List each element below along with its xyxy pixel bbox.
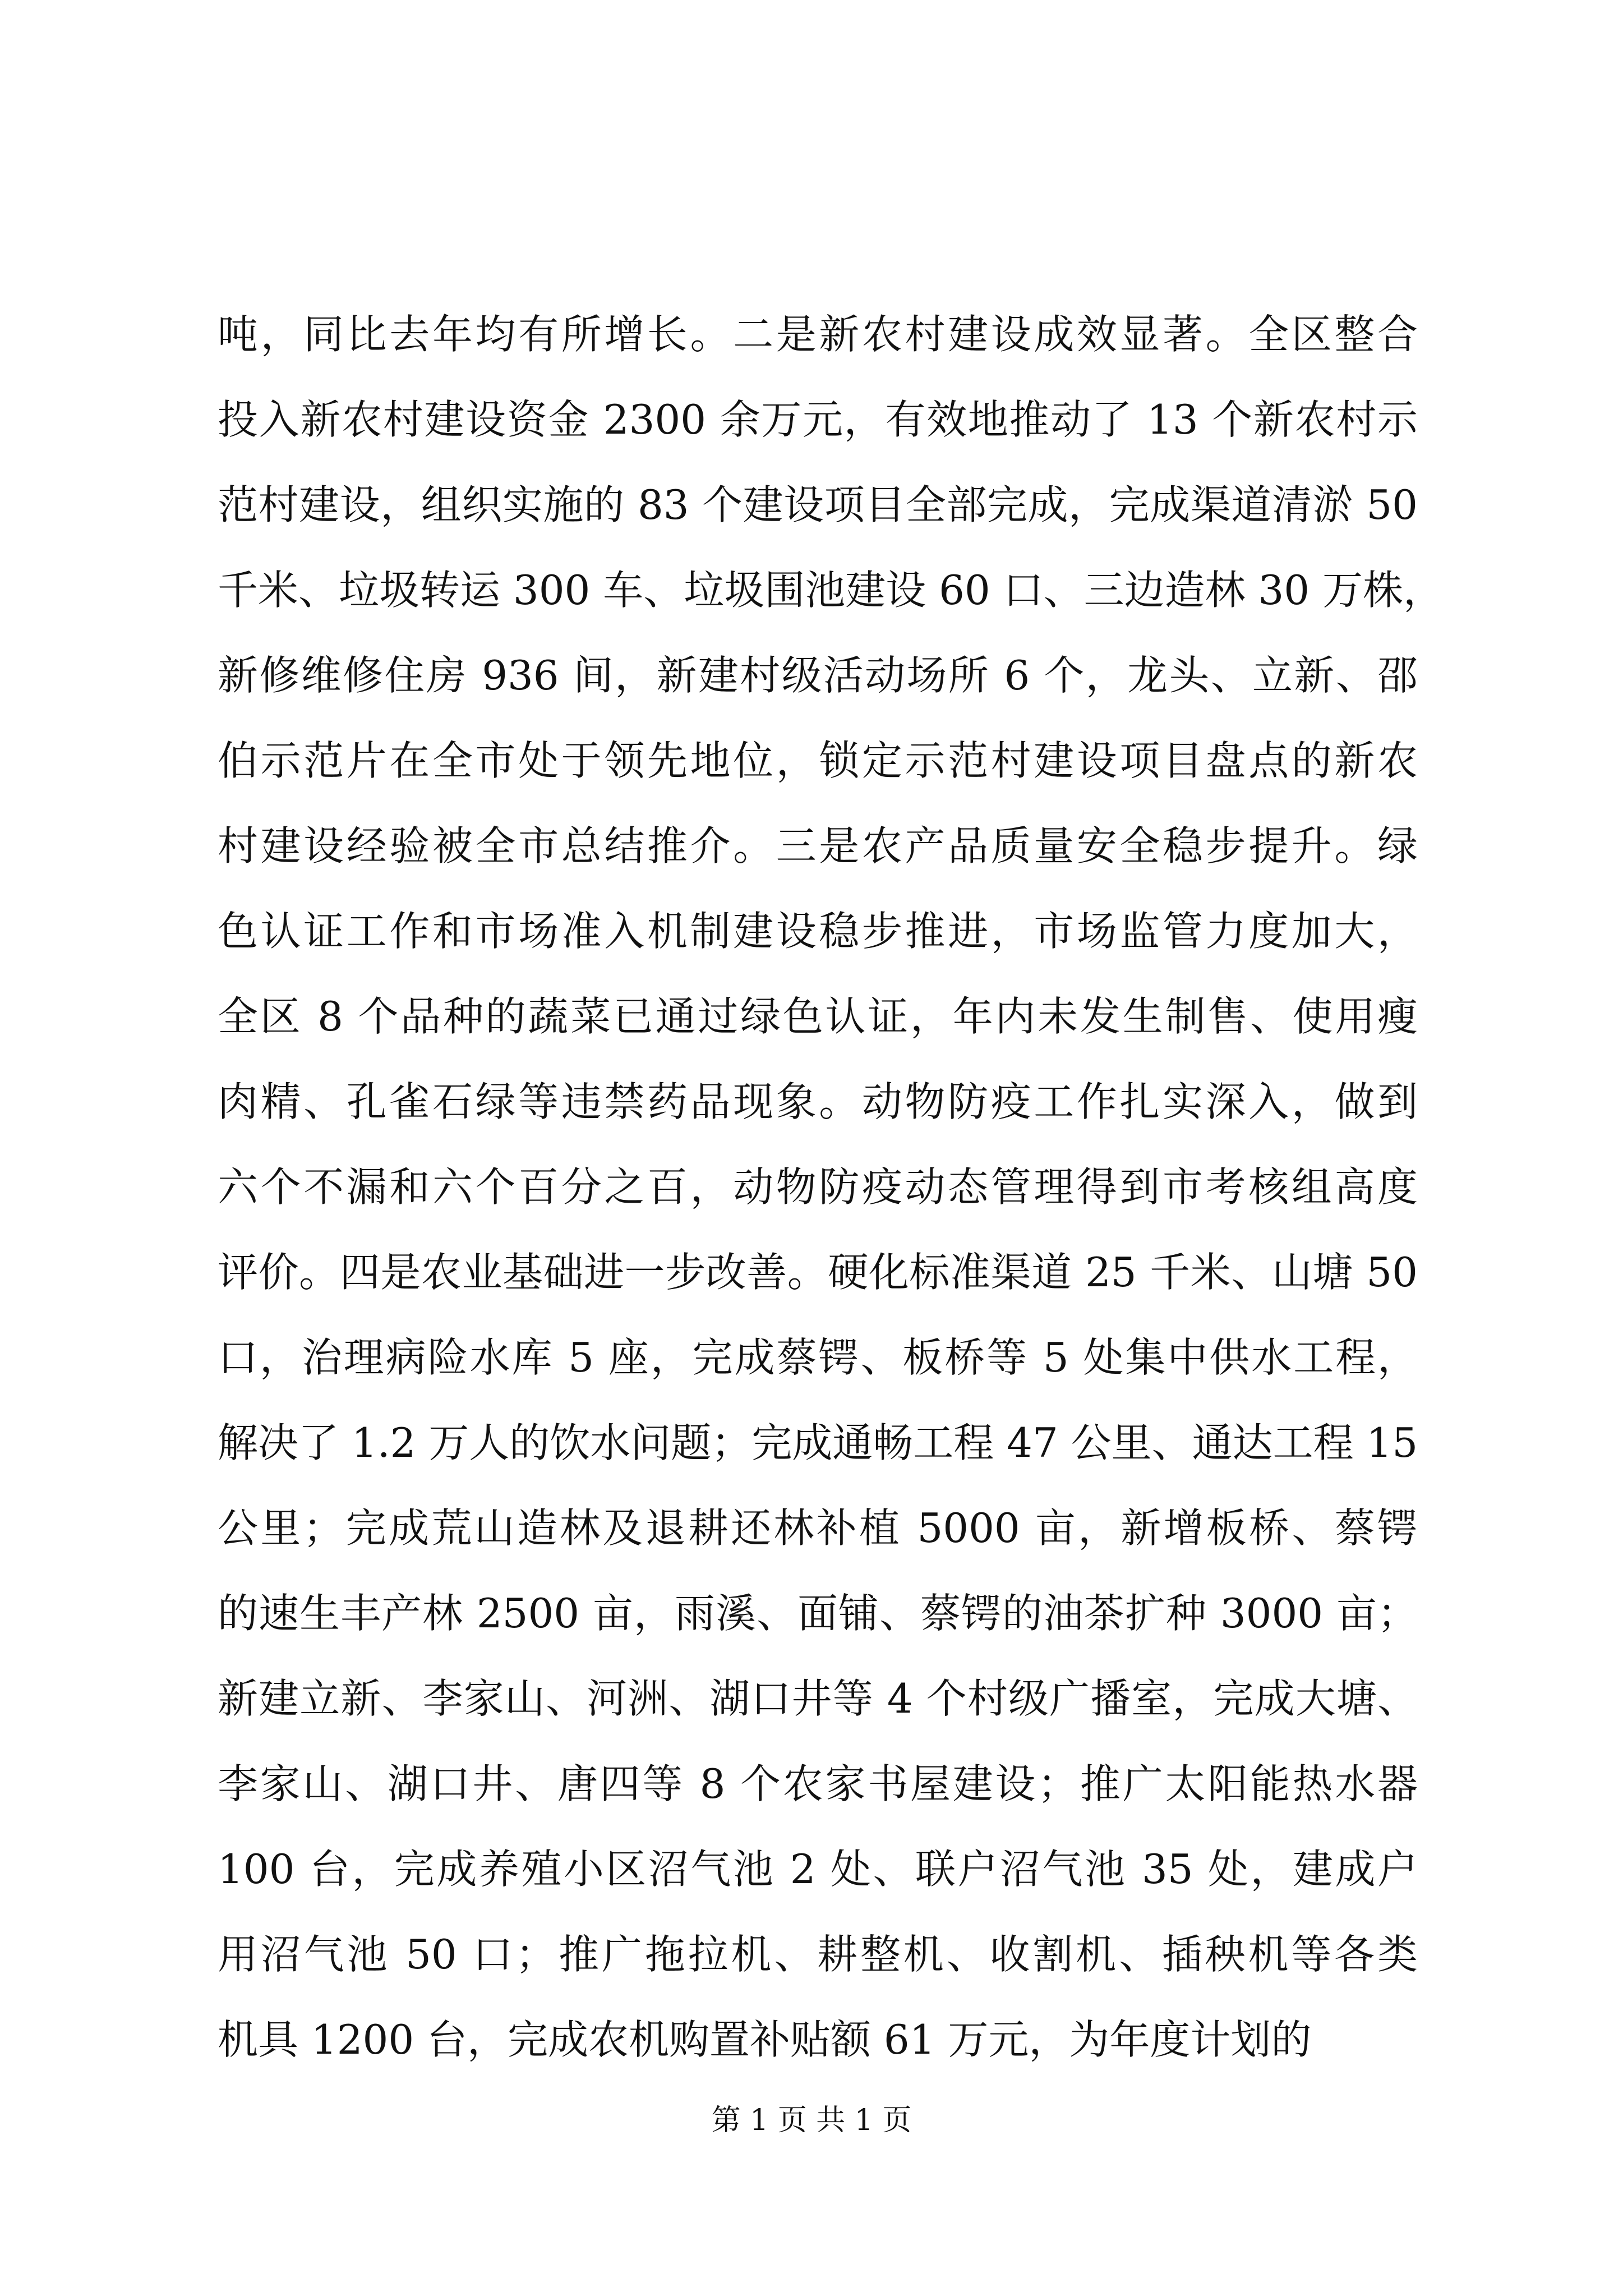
text-line: 肉精、孔雀石绿等违禁药品现象。动物防疫工作扎实深入，做到 — [218, 1078, 1418, 1125]
text-line: 评价。四是农业基础进一步改善。硬化标准渠道 25 千米、山塘 50 — [218, 1249, 1418, 1296]
text-line: 投入新农村建设资金 2300 余万元，有效地推动了 13 个新农村示 — [218, 396, 1418, 443]
text-line: 全区 8 个品种的蔬菜已通过绿色认证，年内未发生制售、使用瘦 — [218, 993, 1418, 1040]
text-line: 100 台，完成养殖小区沼气池 2 处、联户沼气池 35 处，建成户 — [218, 1846, 1418, 1893]
text-line: 伯示范片在全市处于领先地位，锁定示范村建设项目盘点的新农 — [218, 737, 1418, 784]
text-line: 千米、垃圾转运 300 车、垃圾围池建设 60 口、三边造林 30 万株， — [218, 567, 1444, 614]
text-line: 公里；完成荒山造林及退耕还林补植 5000 亩，新增板桥、蔡锷 — [218, 1504, 1418, 1552]
text-line: 解决了 1.2 万人的饮水问题；完成通畅工程 47 公里、通达工程 15 — [218, 1419, 1418, 1466]
text-line: 机具 1200 台，完成农机购置补贴额 61 万元，为年度计划的 — [218, 2016, 1312, 2063]
text-line: 口，治理病险水库 5 座，完成蔡锷、板桥等 5 处集中供水工程， — [218, 1334, 1418, 1381]
text-line: 新修维修住房 936 间，新建村级活动场所 6 个，龙头、立新、邵 — [218, 652, 1418, 699]
page-footer: 第 1 页 共 1 页 — [711, 2104, 912, 2137]
text-line: 吨，同比去年均有所增长。二是新农村建设成效显著。全区整合 — [218, 311, 1418, 358]
text-line: 村建设经验被全市总结推介。三是农产品质量安全稳步提升。绿 — [218, 822, 1418, 869]
text-line: 六个不漏和六个百分之百，动物防疫动态管理得到市考核组高度 — [218, 1163, 1418, 1211]
text-line: 范村建设，组织实施的 83 个建设项目全部完成，完成渠道清淤 50 — [218, 481, 1418, 528]
text-line: 新建立新、李家山、河洲、湖口井等 4 个村级广播室，完成大塘、 — [218, 1675, 1418, 1722]
body-text — [218, 292, 1444, 2082]
text-line: 的速生丰产林 2500 亩，雨溪、面铺、蔡锷的油茶扩种 3000 亩； — [218, 1590, 1418, 1637]
text-line: 用沼气池 50 口；推广拖拉机、耕整机、收割机、插秧机等各类 — [218, 1931, 1418, 1978]
text-line: 李家山、湖口井、唐四等 8 个农家书屋建设；推广太阳能热水器 — [218, 1760, 1418, 1807]
text-line: 色认证工作和市场准入机制建设稳步推进，市场监管力度加大， — [218, 908, 1418, 955]
